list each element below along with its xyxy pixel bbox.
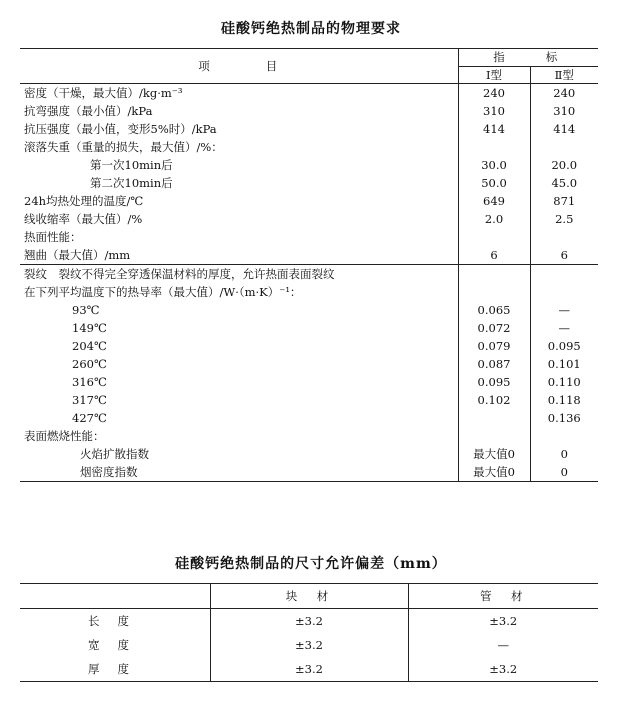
block-header: 块 材	[210, 584, 408, 609]
table-row	[20, 355, 598, 373]
table-row	[20, 463, 598, 482]
type1-value: 30.0	[458, 156, 530, 174]
row-label: 火焰扩散指数	[80, 447, 149, 461]
type2-value: 871	[553, 194, 576, 208]
type1-value: 0.072	[458, 319, 530, 337]
row-label: 317℃	[72, 393, 107, 407]
type2-value: 0	[560, 447, 568, 461]
dimension-tolerance-table	[20, 583, 598, 682]
type1-header: Ⅰ型	[458, 67, 530, 84]
row-label: 宽度	[88, 638, 147, 652]
row-label: 翘曲（最大值）/mm	[20, 246, 458, 265]
table-row	[20, 319, 598, 337]
block-value: ±3.2	[210, 633, 408, 657]
table-row	[20, 445, 598, 463]
block-value: ±3.2	[210, 609, 408, 634]
type1-value: 310	[458, 102, 530, 120]
type2-value	[530, 138, 598, 156]
row-label: 烟密度指数	[20, 463, 458, 482]
type2-value: 20.0	[551, 158, 578, 172]
row-label: 149℃	[72, 321, 107, 335]
row-label: 热面性能：	[24, 230, 82, 244]
physical-requirements-table	[20, 48, 598, 482]
type1-value: 6	[458, 246, 530, 265]
table-row	[20, 102, 598, 120]
table-row	[20, 174, 598, 192]
type1-value	[458, 265, 530, 284]
row-label: 204℃	[72, 339, 107, 353]
table-row	[20, 391, 598, 409]
table2-title: 硅酸钙绝热制品的尺寸允许偏差（mm）	[175, 556, 447, 572]
table-row	[20, 657, 598, 682]
row-label: 长度	[88, 614, 147, 628]
row-label: 厚度	[20, 657, 210, 682]
type2-value	[530, 283, 598, 301]
type1-value	[458, 138, 530, 156]
type2-value	[530, 265, 598, 284]
type2-header: Ⅱ型	[530, 67, 598, 84]
table-row	[20, 609, 598, 634]
type1-value: 0.087	[458, 355, 530, 373]
table-row	[20, 84, 598, 103]
type1-value: 50.0	[458, 174, 530, 192]
table-header-row	[20, 49, 598, 67]
item-header: 项 目	[20, 49, 458, 84]
table-row	[20, 246, 598, 265]
row-label: 24h均热处理的温度/℃	[24, 194, 144, 208]
type1-value: 2.0	[458, 210, 530, 228]
row-label: 线收缩率（最大值）/%	[24, 212, 143, 226]
row-label: 316℃	[72, 375, 107, 389]
type1-value: 649	[458, 192, 530, 210]
type2-value: 0.095	[547, 339, 581, 353]
table-row	[20, 156, 598, 174]
row-label: 在下列平均温度下的热导率（最大值）/W·（m·K）⁻¹：	[24, 285, 302, 299]
type2-value	[530, 228, 598, 246]
table-row	[20, 210, 598, 228]
table-row	[20, 409, 598, 427]
table-row	[20, 427, 598, 445]
type2-value: 0.110	[547, 375, 581, 389]
type2-value: 2.5	[555, 212, 574, 226]
table-row	[20, 120, 598, 138]
table-header-row	[20, 584, 598, 609]
table-row	[20, 373, 598, 391]
row-label: 密度（干燥，最大值）/kg·m⁻³	[24, 86, 183, 100]
row-label: 裂纹 裂纹不得完全穿透保温材料的厚度，允许热面表面裂纹	[24, 267, 335, 281]
type1-value	[458, 409, 530, 427]
type2-value	[530, 427, 598, 445]
type2-value: 6	[530, 246, 598, 265]
type1-value: 240	[458, 84, 530, 103]
table-row	[20, 228, 598, 246]
type1-value: 最大值0	[458, 445, 530, 463]
type1-value: 0.065	[458, 301, 530, 319]
pipe-value: ±3.2	[489, 614, 518, 628]
type1-value: 0.095	[458, 373, 530, 391]
table-row	[20, 192, 598, 210]
row-label: 260℃	[72, 357, 107, 371]
row-label: 滚落失重（重量的损失，最大值）/%：	[24, 140, 223, 154]
type2-value: 0.136	[547, 411, 581, 425]
table-row	[20, 633, 598, 657]
type1-value: 最大值0	[458, 463, 530, 482]
row-label: 427℃	[72, 411, 107, 425]
table-row	[20, 337, 598, 355]
table-row	[20, 265, 598, 284]
pipe-value: —	[497, 638, 509, 652]
table-row	[20, 283, 598, 301]
type1-value: 0.102	[458, 391, 530, 409]
row-label: 第一次10min后	[90, 158, 173, 172]
type1-value	[458, 228, 530, 246]
type1-value	[458, 283, 530, 301]
table-row	[20, 301, 598, 319]
type2-value: 310	[553, 104, 576, 118]
type2-value: —	[558, 321, 570, 335]
type2-value: 0	[530, 463, 598, 482]
type1-value: 414	[458, 120, 530, 138]
type1-value	[458, 427, 530, 445]
row-label: 第二次10min后	[90, 176, 173, 190]
pipe-header: 管 材	[408, 584, 598, 609]
block-value: ±3.2	[210, 657, 408, 682]
type2-value: 414	[553, 122, 576, 136]
indicator-header: 指 标	[458, 49, 598, 67]
type2-value: 0.101	[547, 357, 581, 371]
type2-value: 240	[553, 86, 576, 100]
row-label: 抗弯强度（最小值）/kPa	[24, 104, 153, 118]
type2-value: —	[558, 303, 570, 317]
type1-value: 0.079	[458, 337, 530, 355]
row-label: 93℃	[72, 303, 100, 317]
type2-value: 45.0	[551, 176, 578, 190]
row-label: 抗压强度（最小值，变形5%时）/kPa	[24, 122, 217, 136]
blank-header	[20, 584, 210, 609]
table-row	[20, 138, 598, 156]
type2-value: 0.118	[547, 393, 581, 407]
table1-title: 硅酸钙绝热制品的物理要求	[221, 21, 401, 37]
pipe-value: ±3.2	[408, 657, 598, 682]
row-label: 表面燃烧性能：	[24, 429, 105, 443]
